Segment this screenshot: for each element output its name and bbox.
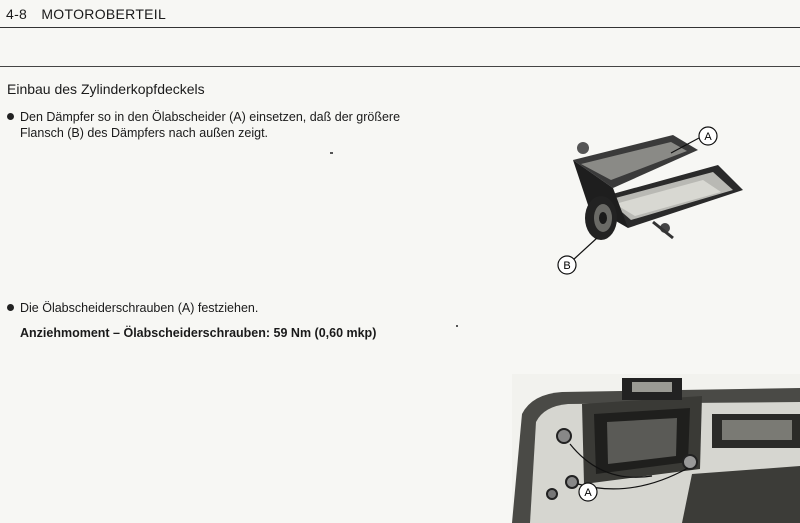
torque-spec: Anziehmoment – Ölabscheiderschrauben: 59 Nm (0,60 mkp) [20, 326, 377, 340]
step-2-text: Die Ölabscheiderschrauben (A) festziehen. [20, 301, 259, 315]
step-1-line-1: Den Dämpfer so in den Ölabscheider (A) einsetzen, daß der größere [20, 110, 401, 124]
section-title: Einbau des Zylinderkopfdeckels [7, 81, 205, 97]
step-2 [7, 300, 258, 316]
callout-b-label: B [563, 260, 571, 272]
header-rule [0, 27, 800, 28]
section-rule [0, 66, 800, 67]
oil-separator-bolts-photo [512, 374, 800, 523]
callout-a-label: A [584, 487, 592, 499]
scan-speck [456, 325, 458, 327]
page-header [6, 6, 166, 22]
callout-a-label: A [704, 131, 712, 143]
bullet-icon [7, 113, 14, 120]
scan-speck [330, 152, 333, 154]
step-1 [7, 109, 477, 141]
chapter-title: MOTOROBERTEIL [41, 6, 167, 22]
bullet-icon [7, 304, 14, 311]
page-number: 4-8 [6, 6, 28, 22]
oil-separator-photo [553, 120, 743, 275]
step-1-line-2: Flansch (B) des Dämpfers nach außen zeigt. [20, 126, 269, 140]
